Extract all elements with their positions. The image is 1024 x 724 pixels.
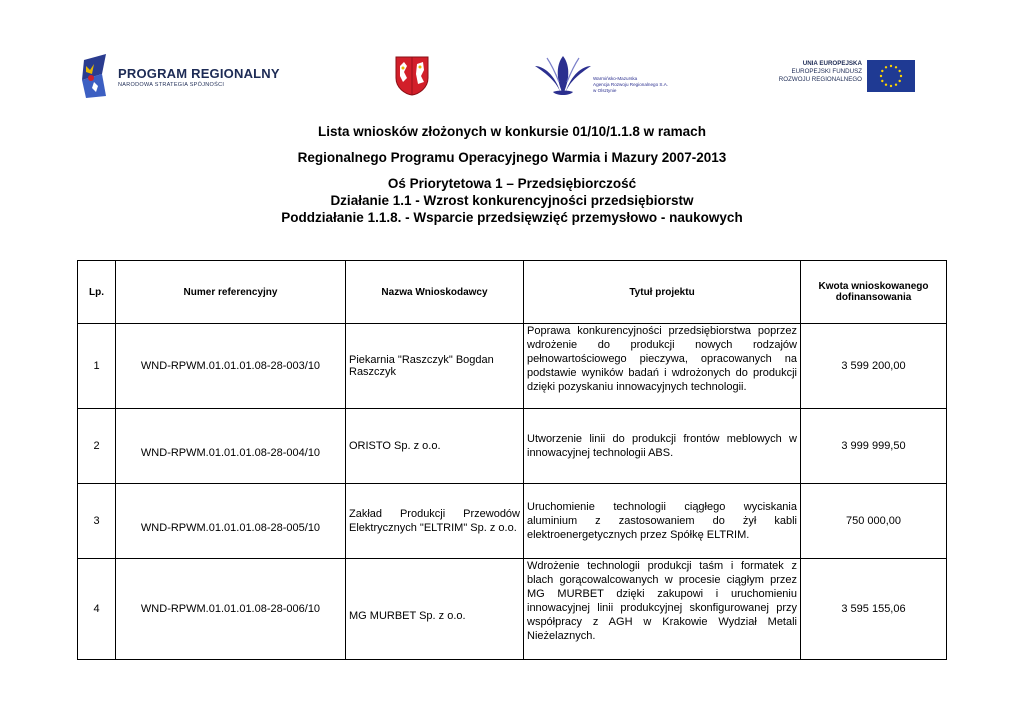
program-regionalny-title: PROGRAM REGIONALNY <box>118 66 280 81</box>
cell-applicant: MG MURBET Sp. z o.o. <box>346 559 524 660</box>
agency-flower-icon <box>533 52 593 100</box>
eu-line-3: ROZWOJU REGIONALNEGO <box>778 76 862 83</box>
cell-title: Uruchomienie technologii ciągłego wyciskania aluminium z zastosowaniem do żył kabli elektroenergetycznych przez Spółkę ELTRIM. <box>524 484 801 559</box>
sub-action: Poddziałanie 1.1.8. - Wsparcie przedsięwzięć przemysłowo - naukowych <box>281 210 743 225</box>
column-header-ref: Numer referencyjny <box>116 261 346 324</box>
title-line-1: Lista wniosków złożonych w konkursie 01/10/1.1.8 w ramach <box>318 124 706 139</box>
agency-name-line: Agencja Rozwoju Regionalnego S.A. <box>593 82 669 87</box>
applications-table <box>77 260 947 660</box>
cell-amount: 3 595 155,06 <box>801 559 947 660</box>
cell-amount: 3 999 999,50 <box>801 409 947 484</box>
warminsko-mazurska-agencja-logo <box>533 52 668 102</box>
cell-amount: 3 599 200,00 <box>801 324 947 409</box>
cell-title: Poprawa konkurencyjności przedsiębiorstwa poprzez wdrożenie do produkcji nowych rodzajów pełnowartościowego pieczywa, opracowanych na podstawie wyników badań i wdrożonych do produkcji dzięki pozyskaniu innowacyjnych technologii. <box>524 324 801 409</box>
eu-flag-icon <box>867 60 915 92</box>
eu-regional-fund-logo <box>778 58 918 94</box>
cell-title: Utworzenie linii do produkcji frontów meblowych w innowacyjnej technologii ABS. <box>524 409 801 484</box>
title-line-2: Regionalnego Programu Operacyjnego Warmia i Mazury 2007-2013 <box>297 150 727 165</box>
cell-ref: WND-RPWM.01.01.01.08-28-004/10 <box>116 409 346 484</box>
priority-axis: Oś Priorytetowa 1 – Przedsiębiorczość <box>387 176 637 191</box>
warmia-mazury-crest-logo <box>395 56 429 96</box>
program-regionalny-emblem-icon <box>80 52 114 100</box>
table-row <box>78 409 947 484</box>
cell-ref: WND-RPWM.01.01.01.08-28-005/10 <box>116 484 346 559</box>
table-row <box>78 484 947 559</box>
agency-name-line: Warmińsko-Mazurska <box>593 76 638 81</box>
cell-ref: WND-RPWM.01.01.01.08-28-006/10 <box>116 559 346 660</box>
cell-applicant: Piekarnia "Raszczyk" Bogdan Raszczyk <box>346 324 524 409</box>
column-header-amount: Kwota wnioskowanego dofinansowania <box>801 261 947 324</box>
program-regionalny-subtitle: NARODOWA STRATEGIA SPÓJNOŚCI <box>118 82 225 88</box>
cell-applicant: Zakład Produkcji Przewodów Elektrycznych "ELTRIM" Sp. z o.o. <box>346 484 524 559</box>
coat-of-arms-icon <box>395 56 429 96</box>
cell-applicant: ORISTO Sp. z o.o. <box>346 409 524 484</box>
agency-name-line: w Olsztynie <box>593 88 617 93</box>
column-header-title: Tytuł projektu <box>524 261 801 324</box>
table-row <box>78 559 947 660</box>
table-row <box>78 324 947 409</box>
eu-line-1: UNIA EUROPEJSKA <box>802 60 862 67</box>
cell-lp: 1 <box>78 324 116 409</box>
cell-title: Wdrożenie technologii produkcji taśm i formatek z blach gorącowalcowanych w procesie ciągłym przez MG MURBET dzięki zakupowi i uruchomieniu innowacyjnej linii produkcyjnej skonfigurowanej przy współpracy z AGH w Krakowie Wydział Metali Nieżelaznych. <box>524 559 801 660</box>
column-header-applicant: Nazwa Wnioskodawcy <box>346 261 524 324</box>
cell-lp: 3 <box>78 484 116 559</box>
cell-lp: 4 <box>78 559 116 660</box>
eu-line-2: EUROPEJSKI FUNDUSZ <box>791 68 862 75</box>
column-header-lp: Lp. <box>78 261 116 324</box>
table-header-row <box>78 261 947 324</box>
eu-fund-text <box>778 60 862 84</box>
cell-lp: 2 <box>78 409 116 484</box>
cell-ref: WND-RPWM.01.01.01.08-28-003/10 <box>116 324 346 409</box>
action: Działanie 1.1 - Wzrost konkurencyjności przedsiębiorstw <box>330 193 694 208</box>
agency-name <box>593 76 668 94</box>
cell-amount: 750 000,00 <box>801 484 947 559</box>
program-regionalny-logo <box>80 52 280 100</box>
